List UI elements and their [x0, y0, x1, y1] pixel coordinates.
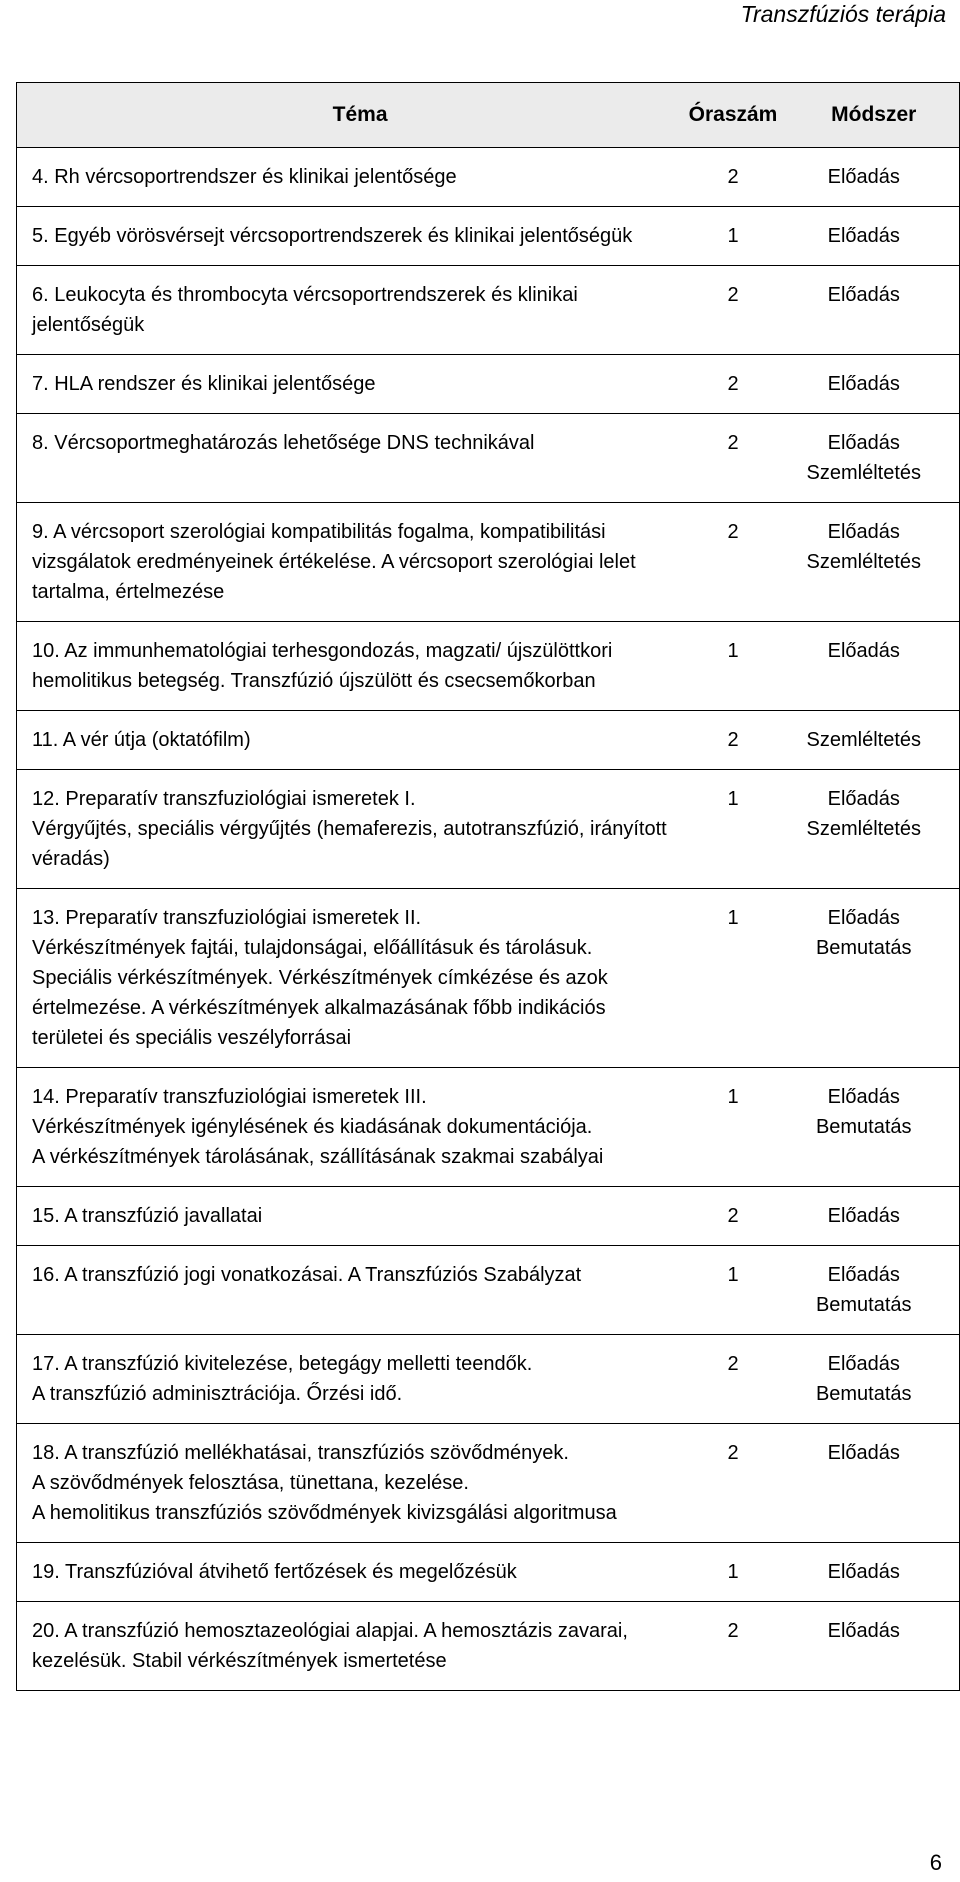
method-cell — [789, 148, 960, 207]
topic-text: Vérkészítmények igénylésének és kiadásának dokumentációja. — [32, 1116, 593, 1138]
hours-cell: 2 — [678, 1602, 789, 1691]
method-cell — [789, 1068, 960, 1187]
method-label: Bemutatás — [815, 1383, 912, 1405]
method-label: Szemléltetés — [806, 818, 921, 840]
hours-cell: 2 — [678, 266, 789, 355]
topic-text: 13. Preparatív transzfuziológiai ismeretek II. — [32, 907, 422, 929]
topic-cell — [17, 1424, 678, 1543]
hours-cell: 2 — [678, 1424, 789, 1543]
method-cell — [789, 207, 960, 266]
hours-cell: 2 — [678, 503, 789, 622]
topic-text: 12. Preparatív transzfuziológiai ismeretek I. — [32, 788, 416, 810]
topic-cell — [17, 207, 678, 266]
hours-cell: 1 — [678, 207, 789, 266]
topic-text: A transzfúzió adminisztrációja. Őrzési idő. — [32, 1383, 403, 1405]
table-row — [17, 207, 960, 266]
method-label: Előadás — [827, 166, 900, 188]
method-label: Szemléltetés — [806, 551, 921, 573]
method-label: Előadás — [827, 640, 900, 662]
method-label: Előadás — [827, 373, 900, 395]
topic-text: 9. A vércsoport szerológiai kompatibilitás fogalma, kompatibilitási vizsgálatok eredményeinek értékelése. A vércsoport szerológiai lelet tartalma, értelmezése — [32, 521, 636, 603]
topic-cell — [17, 355, 678, 414]
topic-text: 19. Transzfúzióval átvihető fertőzések és megelőzésük — [32, 1561, 517, 1583]
table-row — [17, 1543, 960, 1602]
topic-text: 15. A transzfúzió javallatai — [32, 1205, 263, 1227]
table-row — [17, 355, 960, 414]
method-label: Előadás — [827, 521, 900, 543]
method-label: Bemutatás — [815, 937, 912, 959]
topic-text: A hemolitikus transzfúziós szövődmények kivizsgálási algoritmusa — [32, 1502, 617, 1524]
method-cell — [789, 622, 960, 711]
method-cell — [789, 1246, 960, 1335]
table-row — [17, 622, 960, 711]
column-header-hours: Óraszám — [678, 83, 789, 148]
method-cell — [789, 266, 960, 355]
method-label: Előadás — [827, 1442, 900, 1464]
topic-cell — [17, 1335, 678, 1424]
method-cell — [789, 711, 960, 770]
hours-cell: 1 — [678, 1246, 789, 1335]
column-header-method: Módszer — [789, 83, 960, 148]
method-label: Előadás — [827, 1353, 900, 1375]
topic-cell — [17, 770, 678, 889]
topic-text: 7. HLA rendszer és klinikai jelentősége — [32, 373, 376, 395]
method-cell — [789, 889, 960, 1068]
hours-cell: 2 — [678, 148, 789, 207]
topic-text: 16. A transzfúzió jogi vonatkozásai. A Transzfúziós Szabályzat — [32, 1264, 582, 1286]
method-cell — [789, 355, 960, 414]
topic-text: 14. Preparatív transzfuziológiai ismeretek III. — [32, 1086, 427, 1108]
method-label: Bemutatás — [815, 1116, 912, 1138]
topic-cell — [17, 711, 678, 770]
method-label: Előadás — [827, 432, 900, 454]
table-header-row — [17, 83, 960, 148]
running-header-title: Transzfúziós terápia — [740, 1, 946, 27]
topic-cell — [17, 148, 678, 207]
topic-cell — [17, 503, 678, 622]
topic-text: 5. Egyéb vörösvérsejt vércsoportrendszerek és klinikai jelentőségük — [32, 225, 633, 247]
method-cell — [789, 770, 960, 889]
topic-cell — [17, 1246, 678, 1335]
hours-cell: 2 — [678, 1187, 789, 1246]
method-label: Előadás — [827, 1620, 900, 1642]
method-cell — [789, 414, 960, 503]
column-header-topic: Téma — [17, 83, 678, 148]
table-row — [17, 1335, 960, 1424]
topic-cell — [17, 1187, 678, 1246]
topic-cell — [17, 1543, 678, 1602]
table-row — [17, 414, 960, 503]
table-row — [17, 503, 960, 622]
table-row — [17, 889, 960, 1068]
hours-cell: 1 — [678, 1068, 789, 1187]
topic-cell — [17, 622, 678, 711]
topic-text: 10. Az immunhematológiai terhesgondozás, magzati/ újszülöttkori hemolitikus betegség. Transzfúzió újszülött és csecsemőkorban — [32, 640, 613, 692]
method-cell — [789, 1424, 960, 1543]
hours-cell: 1 — [678, 622, 789, 711]
table-row — [17, 148, 960, 207]
hours-cell: 1 — [678, 1543, 789, 1602]
table-row — [17, 1602, 960, 1691]
hours-cell: 1 — [678, 889, 789, 1068]
table-row — [17, 1424, 960, 1543]
table-body — [17, 148, 960, 1691]
method-cell — [789, 1602, 960, 1691]
method-label: Előadás — [827, 284, 900, 306]
table-row — [17, 1187, 960, 1246]
hours-cell: 2 — [678, 711, 789, 770]
topic-cell — [17, 414, 678, 503]
topic-cell — [17, 266, 678, 355]
topic-text: Vérkészítmények fajtái, tulajdonságai, előállításuk és tárolásuk. Speciális vérkészítmények. Vérkészítmények címkézése és azok értelmezése. A vérkészítmények alkalmazásának főbb indikációs területei és speciális veszélyforrásai — [32, 937, 608, 1049]
topic-text: 6. Leukocyta és thrombocyta vércsoportrendszerek és klinikai jelentőségük — [32, 284, 578, 336]
topic-cell — [17, 1602, 678, 1691]
topic-cell — [17, 1068, 678, 1187]
table-row — [17, 1246, 960, 1335]
method-label: Szemléltetés — [806, 462, 921, 484]
method-cell — [789, 1187, 960, 1246]
table-row — [17, 770, 960, 889]
page-number: 6 — [929, 1850, 942, 1875]
topic-text: 4. Rh vércsoportrendszer és klinikai jelentősége — [32, 166, 457, 188]
hours-cell: 1 — [678, 770, 789, 889]
method-label: Előadás — [827, 1561, 900, 1583]
topic-text: A szövődmények felosztása, tünettana, kezelése. — [32, 1472, 469, 1494]
hours-cell: 2 — [678, 355, 789, 414]
topic-text: 17. A transzfúzió kivitelezése, betegágy melletti teendők. — [32, 1353, 533, 1375]
method-cell — [789, 503, 960, 622]
method-label: Előadás — [827, 788, 900, 810]
topic-text: 18. A transzfúzió mellékhatásai, transzfúziós szövődmények. — [32, 1442, 569, 1464]
method-label: Szemléltetés — [806, 729, 921, 751]
syllabus-table — [16, 82, 960, 1691]
method-label: Előadás — [827, 907, 900, 929]
method-label: Előadás — [827, 1086, 900, 1108]
method-label: Bemutatás — [815, 1294, 912, 1316]
topic-text: 8. Vércsoportmeghatározás lehetősége DNS technikával — [32, 432, 535, 454]
topic-text: 11. A vér útja (oktatófilm) — [32, 729, 251, 751]
method-label: Előadás — [827, 1264, 900, 1286]
table-row — [17, 711, 960, 770]
method-cell — [789, 1543, 960, 1602]
hours-cell: 2 — [678, 414, 789, 503]
topic-text: A vérkészítmények tárolásának, szállításának szakmai szabályai — [32, 1146, 604, 1168]
table-row — [17, 266, 960, 355]
topic-text: Vérgyűjtés, speciális vérgyűjtés (hemaferezis, autotranszfúzió, irányított véradás) — [32, 818, 667, 870]
table-row — [17, 1068, 960, 1187]
method-label: Előadás — [827, 1205, 900, 1227]
hours-cell: 2 — [678, 1335, 789, 1424]
topic-text: 20. A transzfúzió hemosztazeológiai alapjai. A hemosztázis zavarai, kezelésük. Stabil vérkészítmények ismertetése — [32, 1620, 628, 1672]
topic-cell — [17, 889, 678, 1068]
method-cell — [789, 1335, 960, 1424]
method-label: Előadás — [827, 225, 900, 247]
